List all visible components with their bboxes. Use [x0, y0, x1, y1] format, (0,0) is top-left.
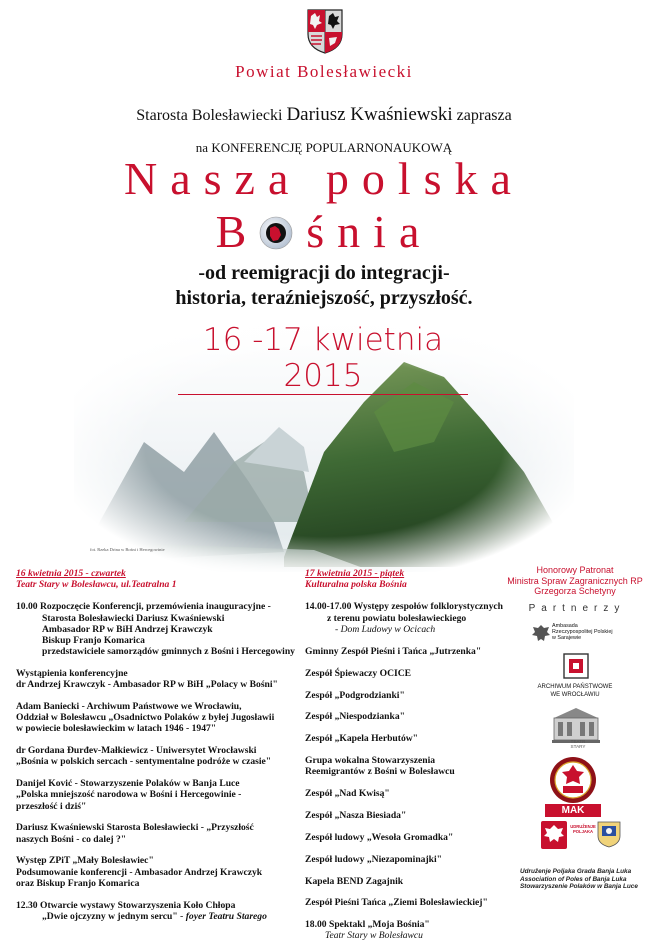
day1-item — [16, 668, 316, 690]
day1-item-line: Ambasador RP w BiH Andrzej Krawczyk — [42, 623, 213, 635]
day2-group: Zespół Śpiewaczy OCICE — [305, 667, 412, 679]
day2-first-place: - Dom Ludowy w Ocicach — [335, 623, 436, 635]
day2-program — [305, 568, 505, 942]
patron-line-1: Honorowy Patronat — [536, 565, 614, 575]
day1-last-line — [42, 911, 316, 922]
county-name: Powiat Bolesławiecki — [235, 62, 413, 81]
day1-item — [16, 601, 316, 657]
subtitle-line-1: -od reemigracji do integracji- — [198, 262, 450, 284]
day1-item — [16, 822, 316, 844]
day1-item-line: „Bośnia w polskich sercach - sentymentalne podróże w czasie" — [16, 756, 272, 768]
day1-item-line: Dariusz Kwaśniewski Starosta Bolesławiecki - „Przyszłość — [16, 822, 254, 834]
mak-label: MAK — [545, 804, 601, 817]
day2-group: Zespół „Nasza Biesiada" — [305, 810, 407, 822]
archive-line-1: ARCHIWUM PAŃSTWOWE — [537, 684, 613, 690]
day1-item-line: „Polska mniejszość narodowa w Bośni i Hercegowinie - — [16, 789, 242, 801]
day1-last-place: - foyer Teatru Starego — [177, 910, 267, 922]
day1-last-time: 12.30 Otwarcie wystawy Stowarzyszenia Koło Chłopa — [16, 899, 236, 911]
day1-item-line: Występ ZPiT „Mały Bolesławiec" — [16, 855, 154, 867]
day2-group: Zespół ludowy „Wesoła Gromadka" — [305, 832, 454, 843]
day1-heading: 16 kwietnia 2015 - czwartek — [16, 568, 126, 579]
day1-item-line: dr Gordana Đurđev-Małkiewicz - Uniwersytet Wrocławski — [16, 745, 257, 757]
day1-item-line: Danijel Ković - Stowarzyszenie Polaków w Banja Luce — [16, 778, 240, 790]
archive-label — [510, 684, 640, 699]
day2-venue: Kulturalna polska Bośnia — [305, 579, 407, 591]
day2-vocal-line1: Grupa wokalna Stowarzyszenia — [305, 755, 436, 766]
photo-caption: fot. Rzeka Drina w Bośni i Hercegowinie — [90, 547, 165, 552]
day1-item-line: przedstawiciele samorządów gminnych z Bośni i Hercegowiny — [42, 646, 295, 658]
partners-heading: Partnerzy — [528, 603, 626, 614]
day1-item-line: 10.00 Rozpoczęcie Konferencji, przemówienia inauguracyjne - — [16, 601, 271, 613]
invite-prefix: Starosta Bolesławiecki — [136, 107, 283, 124]
day2-final-place: Teatr Stary w Bolesławcu — [325, 930, 423, 942]
mak-logo-icon — [549, 756, 597, 804]
embassy-line-1: Ambasada — [552, 623, 578, 629]
embassy-line-2: Rzeczypospolitej Polskiej — [552, 629, 613, 636]
title-letter-b: B — [215, 206, 260, 257]
day2-first-line1: 14.00-17.00 Występy zespołów folklorystycznych — [305, 601, 503, 613]
day1-item-line: naszych Bośni - co dalej ?" — [16, 833, 127, 845]
day1-item — [16, 745, 316, 767]
honorary-patronage — [505, 565, 645, 597]
day2-groups — [305, 646, 505, 744]
globe-o-icon — [259, 208, 293, 242]
banja-luka-crest-icon — [596, 820, 622, 848]
day2-groups2 — [305, 788, 505, 908]
association-footer — [520, 868, 646, 891]
title-rest: śnia — [306, 206, 433, 257]
day1-item-line: Biskup Franjo Komarica — [42, 635, 145, 647]
invite-host-name: Dariusz Kwaśniewski — [286, 104, 453, 125]
day1-items — [16, 601, 316, 889]
day2-group: Zespół „Podgrodzianki" — [305, 689, 405, 701]
invitation-line — [0, 104, 648, 126]
day2-first-line2: z terenu powiatu bolesławieckiego — [327, 612, 467, 624]
day1-item-line: Wystąpienia konferencyjne — [16, 668, 128, 680]
assoc-badge-line-2: POLJAKA — [572, 828, 593, 834]
day1-item-line: Oddział w Bolesławcu „Osadnictwo Polaków z byłej Jugosławii — [16, 712, 275, 724]
day2-group: Zespół „Kapela Herbutów" — [305, 733, 418, 745]
theatre-line-1: TEATR — [570, 739, 586, 744]
day1-program — [16, 568, 316, 922]
embassy-label — [552, 623, 622, 642]
conference-type: na KONFERENCJĘ POPULARNONAUKOWĄ — [195, 140, 453, 155]
event-dates — [178, 322, 468, 395]
day2-group: Zespół „Nad Kwisą" — [305, 788, 390, 800]
title-line-2 — [0, 205, 648, 258]
archive-logo-icon — [563, 653, 589, 679]
day1-item — [16, 701, 316, 735]
day1-item-line: Adam Baniecki - Archiwum Państwowe we Wrocławiu, — [16, 701, 242, 713]
invite-suffix: zaprasza — [456, 107, 512, 124]
day1-item-line: Podsumowanie konferencji - Ambasador Andrzej Krawczyk — [16, 866, 263, 878]
day2-heading: 17 kwietnia 2015 - piątek — [305, 568, 405, 579]
patron-line-2: Ministra Spraw Zagranicznych RP — [507, 575, 643, 586]
association-emblem-icon — [540, 820, 568, 850]
footer-line-2: Association of Poles of Banja Luka — [520, 875, 627, 883]
archive-line-2: WE WROCŁAWIU — [550, 691, 600, 698]
day1-item-line: oraz Biskup Franjo Komarica — [16, 877, 140, 889]
day2-vocal-line2: Reemigrantów z Bośni w Bolesławcu — [305, 766, 455, 778]
day2-group: Zespół „Niespodzianka" — [305, 711, 405, 723]
day1-item-line: Starosta Bolesławiecki Dariusz Kwaśniewski — [42, 612, 225, 624]
day1-item-line: dr Andrzej Krawczyk - Ambasador RP w BiH „Polacy w Bośni" — [16, 679, 278, 691]
assoc-badge-line-1: UDRUŽENJE — [570, 824, 596, 829]
embassy-line-3: w Sarajewie — [552, 635, 582, 642]
event-dates-text: 16 -17 kwietnia 2015 — [202, 322, 444, 394]
association-badge-label — [568, 825, 598, 835]
footer-line-1: Udruženje Poljaka Grada Banja Luka — [520, 868, 632, 875]
theatre-line-2: STARY — [570, 744, 586, 750]
county-coat-of-arms — [306, 8, 344, 54]
day2-final-time: 18.00 Spektakl „Moja Bośnia" — [305, 919, 430, 931]
day1-item — [16, 778, 316, 812]
day1-last-title: „Dwie ojczyzny w jednym sercu" — [42, 910, 178, 922]
title-line-1: Nasza polska — [124, 153, 524, 204]
day2-group: Zespół Pieśni Tańca „Ziemi Bolesławieckiej" — [305, 897, 488, 909]
polish-eagle-icon — [530, 622, 552, 646]
day1-item — [16, 855, 316, 889]
patron-line-3: Grzegorza Schetyny — [534, 586, 616, 596]
day2-group: Zespół ludowy „Niezapominajki" — [305, 853, 442, 865]
day2-group: Gminny Zespół Pieśni i Tańca „Jutrzenka" — [305, 646, 482, 658]
day1-item-line: przeszłość i dziś" — [16, 800, 87, 812]
day2-group: Kapela BEND Zagajnik — [305, 875, 404, 887]
day1-item-line: w powiecie bolesławieckim w latach 1946 - 1947" — [16, 723, 217, 735]
footer-line-3: Stowarzyszenie Polaków w Banja Luce — [520, 883, 638, 891]
subtitle-line-2: historia, teraźniejszość, przyszłość. — [175, 287, 473, 309]
theatre-label — [563, 739, 593, 749]
day1-venue: Teatr Stary w Bolesławcu, ul.Teatralna 1 — [16, 579, 177, 591]
